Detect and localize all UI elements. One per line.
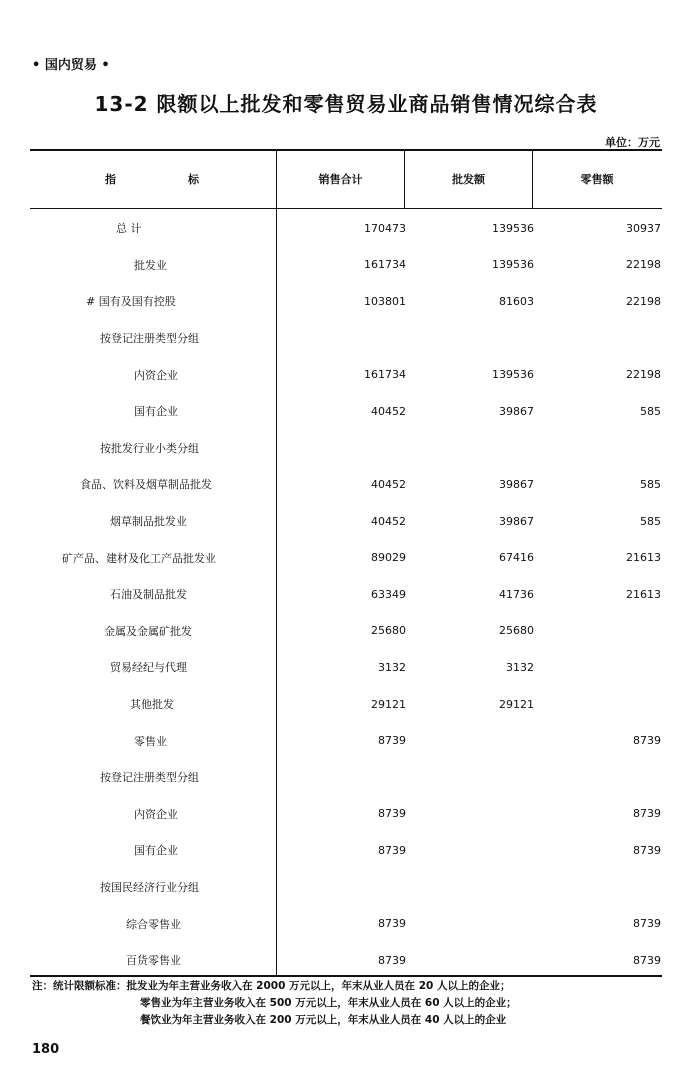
table-row [30,210,662,247]
cell-retail [534,649,661,686]
cell-wholesale [406,942,534,979]
table-row [30,247,662,284]
cell-wholesale: 41736 [499,587,534,601]
page-number: 180 [32,1042,60,1057]
cell-retail [534,430,661,467]
cell-total [278,430,406,467]
table-row [30,393,662,430]
row-label: 批发业 [134,258,167,272]
cell-total: 40452 [371,404,406,418]
cell-wholesale [406,722,534,759]
table-row [30,869,662,906]
cell-retail: 22198 [626,368,661,382]
row-label: # 国有及国有控股 [86,295,176,309]
cell-wholesale: 139536 [492,368,534,382]
cell-total: 89029 [371,551,406,565]
footnote-line-2: 零售业为年主营业务收入在 500 万元以上，年末从业人员在 60 人以上的企业； [140,997,517,1009]
table-row [30,356,662,393]
row-label: 烟草制品批发业 [110,515,187,529]
table-row [30,759,662,796]
cell-wholesale [406,832,534,869]
table-row [30,320,662,357]
row-label: 百货零售业 [126,954,181,968]
cell-retail: 585 [640,404,661,418]
cell-retail [534,869,661,906]
header-indicator-part2: 标 [188,173,199,186]
table-row [30,283,662,320]
cell-wholesale: 81603 [499,294,534,308]
cell-wholesale: 139536 [492,221,534,235]
row-label: 综合零售业 [126,917,181,931]
header-total: 销售合计 [318,173,363,186]
cell-total: 8739 [378,807,406,821]
header-wholesale: 批发额 [452,173,485,186]
row-label: 内资企业 [134,807,178,821]
cell-retail: 585 [640,477,661,491]
cell-retail [534,759,661,796]
cell-total [278,869,406,906]
cell-total: 3132 [378,660,406,674]
cell-total: 8739 [378,734,406,748]
cell-total: 29121 [371,697,406,711]
cell-retail: 8739 [633,734,661,748]
cell-retail: 8739 [633,917,661,931]
table-row [30,576,662,613]
table-row [30,905,662,942]
header-retail: 零售额 [580,173,614,186]
cell-wholesale: 3132 [506,660,534,674]
cell-retail: 22198 [626,258,661,272]
row-label: 食品、饮料及烟草制品批发 [80,478,212,492]
header-indicator-part1: 指 [105,173,116,186]
table-row [30,796,662,833]
cell-retail [534,613,661,650]
cell-wholesale: 67416 [499,551,534,565]
table-row [30,539,662,576]
header-indicator [30,150,276,208]
unit-label: 单位：万元 [605,136,660,149]
cell-total: 170473 [364,221,406,235]
cell-total: 103801 [364,294,406,308]
row-label: 国有企业 [134,405,178,419]
cell-retail: 8739 [633,953,661,967]
table-row [30,686,662,723]
cell-total [278,320,406,357]
row-label: 金属及金属矿批发 [104,624,192,638]
table-row [30,942,662,979]
cell-total: 63349 [371,587,406,601]
cell-wholesale [406,430,534,467]
cell-wholesale: 139536 [492,258,534,272]
cell-retail: 8739 [633,843,661,857]
cell-retail: 21613 [626,587,661,601]
footnote-line-1: 批发业为年主营业务收入在 2000 万元以上，年末从业人员在 20 人以上的企业； [126,980,511,992]
cell-total: 8739 [378,917,406,931]
section-label: • 国内贸易 • [32,58,110,73]
cell-total: 25680 [371,624,406,638]
cell-total: 161734 [364,368,406,382]
footnote-prefix: 注：统计限额标准： [32,980,127,992]
table-row [30,430,662,467]
cell-wholesale: 39867 [499,477,534,491]
table-row [30,722,662,759]
table-row [30,832,662,869]
cell-wholesale: 39867 [499,404,534,418]
cell-wholesale [406,905,534,942]
row-label: 石油及制品批发 [110,588,187,602]
table-title: 13-2 限额以上批发和零售贸易业商品销售情况综合表 [94,92,598,116]
cell-total: 40452 [371,514,406,528]
table-row [30,503,662,540]
row-label: 贸易经纪与代理 [110,661,187,675]
cell-wholesale: 25680 [499,624,534,638]
cell-retail: 8739 [633,807,661,821]
row-label: 按国民经济行业分组 [100,881,199,895]
row-label: 总 计 [116,222,142,236]
table-row [30,649,662,686]
footnote-line-3: 餐饮业为年主营业务收入在 200 万元以上，年末从业人员在 40 人以上的企业 [140,1014,507,1026]
cell-wholesale [406,869,534,906]
cell-wholesale: 29121 [499,697,534,711]
row-label: 其他批发 [130,698,174,712]
cell-total [278,759,406,796]
cell-retail [534,686,661,723]
cell-total: 40452 [371,477,406,491]
cell-retail: 22198 [626,294,661,308]
cell-retail: 21613 [626,551,661,565]
row-label: 零售业 [134,734,167,748]
table-row [30,466,662,503]
row-label: 国有企业 [134,844,178,858]
cell-total: 8739 [378,953,406,967]
table-row [30,613,662,650]
row-label: 按登记注册类型分组 [100,332,199,346]
cell-wholesale [406,796,534,833]
cell-total: 161734 [364,258,406,272]
cell-total: 8739 [378,843,406,857]
row-label: 矿产品、建材及化工产品批发业 [62,551,216,565]
footnote [32,978,517,1029]
row-label: 按批发行业小类分组 [100,441,199,455]
cell-retail: 585 [640,514,661,528]
header-bottom-rule [30,208,662,209]
cell-retail: 30937 [626,221,661,235]
cell-wholesale [406,320,534,357]
row-label: 内资企业 [134,368,178,382]
cell-wholesale [406,759,534,796]
row-label: 按登记注册类型分组 [100,771,199,785]
cell-retail [534,320,661,357]
cell-wholesale: 39867 [499,514,534,528]
